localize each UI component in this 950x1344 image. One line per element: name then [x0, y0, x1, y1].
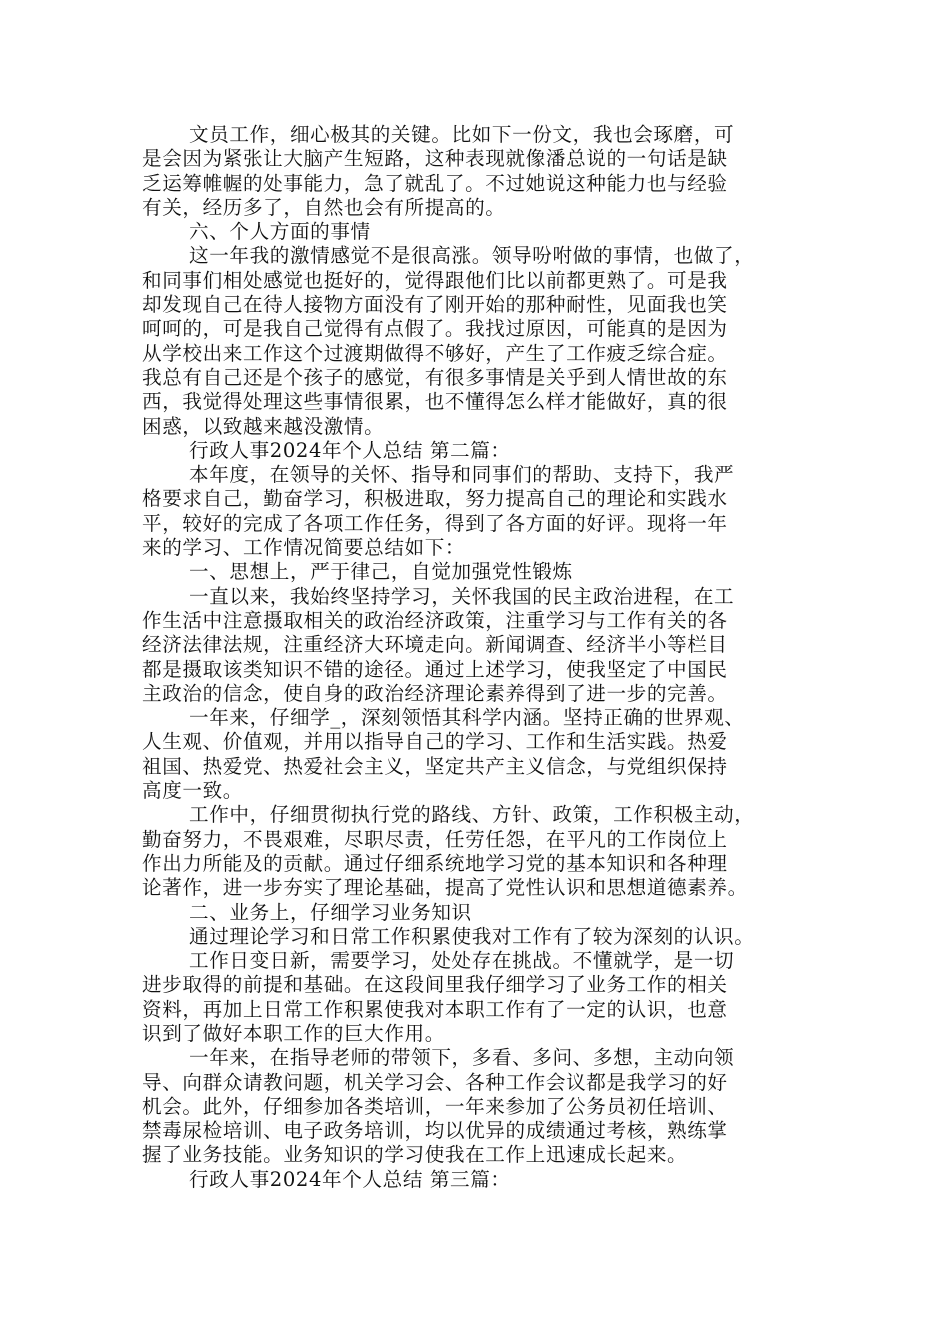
text-line: 进步取得的前提和基础。在这段间里我仔细学习了业务工作的相关 — [142, 973, 728, 997]
text-line: 六、个人方面的事情 — [189, 220, 371, 244]
text-line: 人生观、价值观，并用以指导自己的学习、工作和生活实践。热爱 — [142, 730, 728, 754]
text-line: 我总有自己还是个孩子的感觉，有很多事情是关乎到人情世故的东 — [142, 365, 728, 389]
text-line: 识到了做好本职工作的巨大作用。 — [142, 1021, 445, 1045]
text-line: 本年度，在领导的关怀、指导和同事们的帮助、支持下，我严 — [189, 463, 735, 487]
text-line: 工作日变日新，需要学习，处处存在挑战。不懂就学，是一切 — [189, 949, 735, 973]
text-line: 从学校出来工作这个过渡期做得不够好，产生了工作疲乏综合症。 — [142, 341, 728, 365]
text-line: 机会。此外，仔细参加各类培训，一年来参加了公务员初任培训、 — [142, 1094, 728, 1118]
text-line: 一、思想上，严于律己，自觉加强党性锻炼 — [189, 560, 573, 584]
text-line: 平，较好的完成了各项工作任务，得到了各方面的好评。现将一年 — [142, 511, 728, 535]
text-line: 导、向群众请教问题，机关学习会、各种工作会议都是我学习的好 — [142, 1070, 728, 1094]
text-line: 主政治的信念，使自身的政治经济理论素养得到了进一步的完善。 — [142, 681, 728, 705]
text-line: 经济法律法规，注重经济大环境走向。新闻调查、经济半小等栏目 — [142, 633, 728, 657]
text-line: 呵呵的，可是我自己觉得有点假了。我找过原因，可能真的是因为 — [142, 317, 728, 341]
text-line: 工作中，仔细贯彻执行党的路线、方针、政策，工作积极主动， — [189, 803, 755, 827]
text-line: 一年来，在指导老师的带领下，多看、多问、多想，主动向领 — [189, 1046, 735, 1070]
text-line: 通过理论学习和日常工作积累使我对工作有了较为深刻的认识。 — [189, 924, 755, 948]
text-line: 握了业务技能。业务知识的学习使我在工作上迅速成长起来。 — [142, 1143, 688, 1167]
text-line: 禁毒尿检培训、电子政务培训，均以优异的成绩通过考核，熟练掌 — [142, 1119, 728, 1143]
text-line: 文员工作，细心极其的关键。比如下一份文，我也会琢磨，可 — [189, 123, 735, 146]
text-line: 论著作，进一步夯实了理论基础，提高了党性认识和思想道德素养。 — [142, 876, 748, 900]
text-line: 西，我觉得处理这些事情很累，也不懂得怎么样才能做好，真的很 — [142, 390, 728, 414]
text-line: 来的学习、工作情况简要总结如下： — [142, 536, 466, 560]
text-line: 勤奋努力，不畏艰难，尽职尽责，任劳任怨，在平凡的工作岗位上 — [142, 827, 728, 851]
text-line: 一年来，仔细学_，深刻领悟其科学内涵。坚持正确的世界观、 — [189, 706, 745, 730]
text-line: 都是摄取该类知识不错的途径。通过上述学习，使我坚定了中国民 — [142, 657, 728, 681]
text-line: 行政人事2024年个人总结 第二篇： — [189, 438, 511, 462]
text-line: 和同事们相处感觉也挺好的，觉得跟他们比以前都更熟了。可是我 — [142, 268, 728, 292]
text-line: 格要求自己，勤奋学习，积极进取，努力提高自己的理论和实践水 — [142, 487, 728, 511]
text-line: 行政人事2024年个人总结 第三篇： — [189, 1167, 511, 1191]
text-line: 乏运筹帷幄的处事能力，急了就乱了。不过她说这种能力也与经验 — [142, 171, 728, 195]
text-line: 这一年我的激情感觉不是很高涨。领导吩咐做的事情，也做了， — [189, 244, 755, 268]
text-line: 困惑，以致越来越没激情。 — [142, 414, 385, 438]
text-line: 是会因为紧张让大脑产生短路，这种表现就像潘总说的一句话是缺 — [142, 147, 728, 171]
text-line: 资料，再加上日常工作积累使我对本职工作有了一定的认识，也意 — [142, 997, 728, 1021]
document-body-text — [142, 123, 832, 1192]
text-line: 作出力所能及的贡献。通过仔细系统地学习党的基本知识和各种理 — [142, 851, 728, 875]
text-line: 有关，经历多了，自然也会有所提高的。 — [142, 195, 506, 219]
text-line: 祖国、热爱党、热爱社会主义，坚定共产主义信念，与党组织保持 — [142, 754, 728, 778]
text-line: 高度一致。 — [142, 779, 243, 803]
text-line: 作生活中注意摄取相关的政治经济政策，注重学习与工作有关的各 — [142, 608, 728, 632]
text-line: 却发现自己在待人接物方面没有了刚开始的那种耐性，见面我也笑 — [142, 293, 728, 317]
text-line: 一直以来，我始终坚持学习，关怀我国的民主政治进程，在工 — [189, 584, 735, 608]
text-line: 二、业务上，仔细学习业务知识 — [189, 900, 472, 924]
